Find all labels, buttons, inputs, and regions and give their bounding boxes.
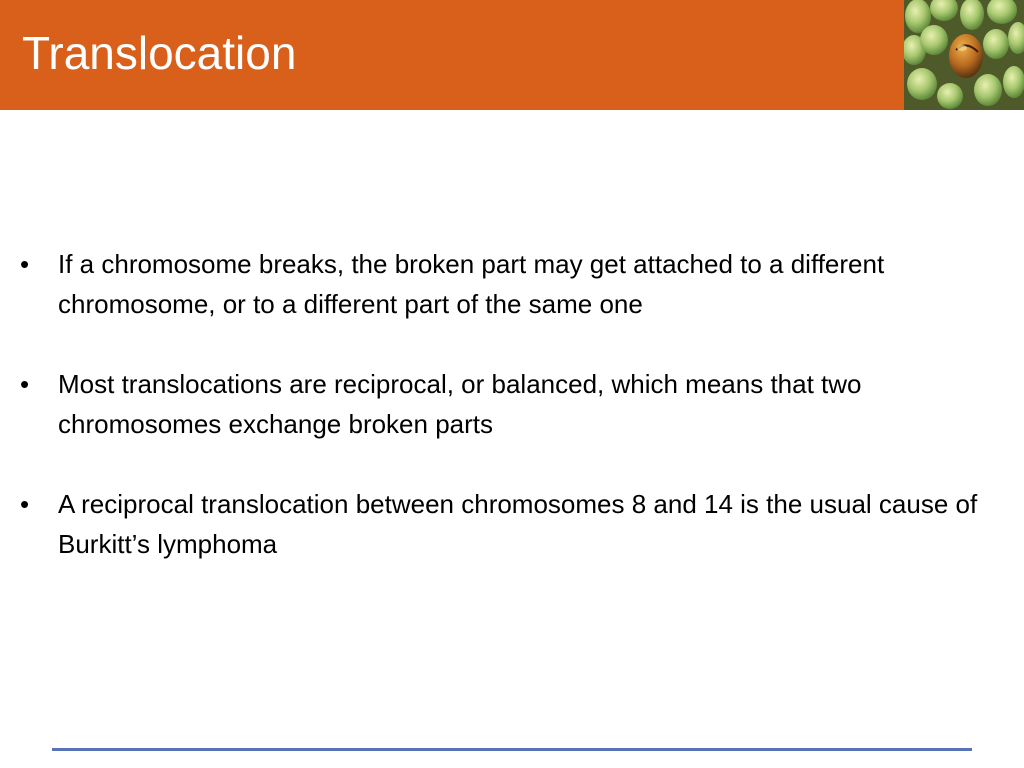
bullet-text: If a chromosome breaks, the broken part may get attached to a different chromosome, or to a different part of the same one xyxy=(58,249,885,319)
footer-divider xyxy=(52,748,972,751)
bullet-item xyxy=(14,244,1004,324)
succulent-plant-image xyxy=(904,0,1024,110)
bullet-list xyxy=(14,244,1004,604)
bullet-glyph: • xyxy=(20,369,30,399)
bullet-text: Most translocations are reciprocal, or balanced, which means that two chromosomes exchange broken parts xyxy=(58,369,862,439)
bullet-item xyxy=(14,484,1004,564)
slide-title: Translocation xyxy=(22,27,297,79)
bullet-text: A reciprocal translocation between chromosomes 8 and 14 is the usual cause of Burkitt’s lymphoma xyxy=(58,489,978,559)
bullet-glyph: • xyxy=(20,489,30,519)
bullet-glyph: • xyxy=(20,249,30,279)
title-bar xyxy=(0,0,904,110)
bullet-item xyxy=(14,364,1004,444)
